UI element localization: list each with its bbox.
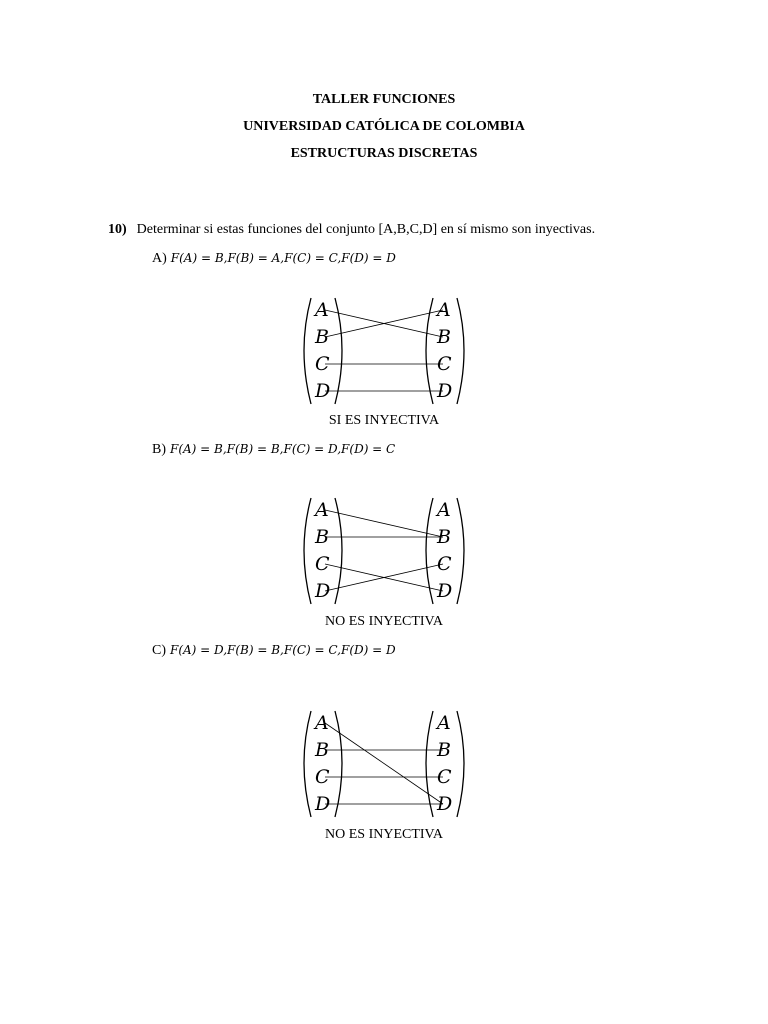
option-formula: F(A) = B,F(B) = A,F(C) = C,F(D) = D [170,251,396,265]
codomain-element-d: D [437,793,453,815]
domain-element-d: D [315,580,331,602]
codomain-element-c: C [437,353,452,375]
domain-element-b: B [315,739,329,761]
codomain-element-c: C [437,553,452,575]
domain-element-c: C [315,553,330,575]
codomain-element-d: D [437,580,453,602]
problem-text: Determinar si estas funciones del conjunto [A,B,C,D] en sí mismo son inyectivas. [136,222,596,237]
codomain-element-c: C [437,766,452,788]
codomain-left-paren [426,711,433,817]
option-a [152,251,396,267]
header-course: ESTRUCTURAS DISCRETAS [290,146,478,161]
codomain-right-paren [457,498,464,604]
option-formula: F(A) = D,F(B) = B,F(C) = C,F(D) = D [170,643,396,657]
mapping-svg [297,296,471,406]
domain-element-b: B [315,326,329,348]
problem-statement [108,222,595,238]
option-b [152,442,395,458]
verdict-c: NO ES INYECTIVA [325,827,443,842]
mapping-svg [297,709,471,819]
domain-element-d: D [315,793,331,815]
domain-element-a: A [315,499,329,521]
codomain-element-a: A [437,712,451,734]
option-formula: F(A) = B,F(B) = B,F(C) = D,F(D) = C [170,442,396,456]
domain-left-paren [304,498,311,604]
codomain-element-b: B [437,326,451,348]
domain-left-paren [304,298,311,404]
option-c [152,643,396,659]
mapping-diagram-b [297,496,471,606]
mapping-diagram-c [297,709,471,819]
mapping-line-a-to-d [325,723,443,804]
codomain-element-a: A [437,499,451,521]
codomain-element-d: D [437,380,453,402]
domain-left-paren [304,711,311,817]
verdict-b: NO ES INYECTIVA [325,614,443,629]
mapping-diagram-a [297,296,471,406]
codomain-element-b: B [437,526,451,548]
option-label: C) [152,643,166,658]
verdict-a: SI ES INYECTIVA [328,413,440,428]
codomain-element-b: B [437,739,451,761]
mapping-svg [297,496,471,606]
codomain-element-a: A [437,299,451,321]
option-label: A) [152,251,167,266]
domain-element-b: B [315,526,329,548]
domain-element-d: D [315,380,331,402]
codomain-right-paren [457,711,464,817]
domain-element-a: A [315,299,329,321]
codomain-right-paren [457,298,464,404]
problem-number: 10) [108,222,127,237]
domain-right-paren [335,711,342,817]
mapping-line-a-to-b [325,510,443,537]
domain-element-a: A [315,712,329,734]
domain-element-c: C [315,353,330,375]
domain-element-c: C [315,766,330,788]
header-university: UNIVERSIDAD CATÓLICA DE COLOMBIA [243,119,525,134]
option-label: B) [152,442,166,457]
header-title: TALLER FUNCIONES [312,92,456,107]
